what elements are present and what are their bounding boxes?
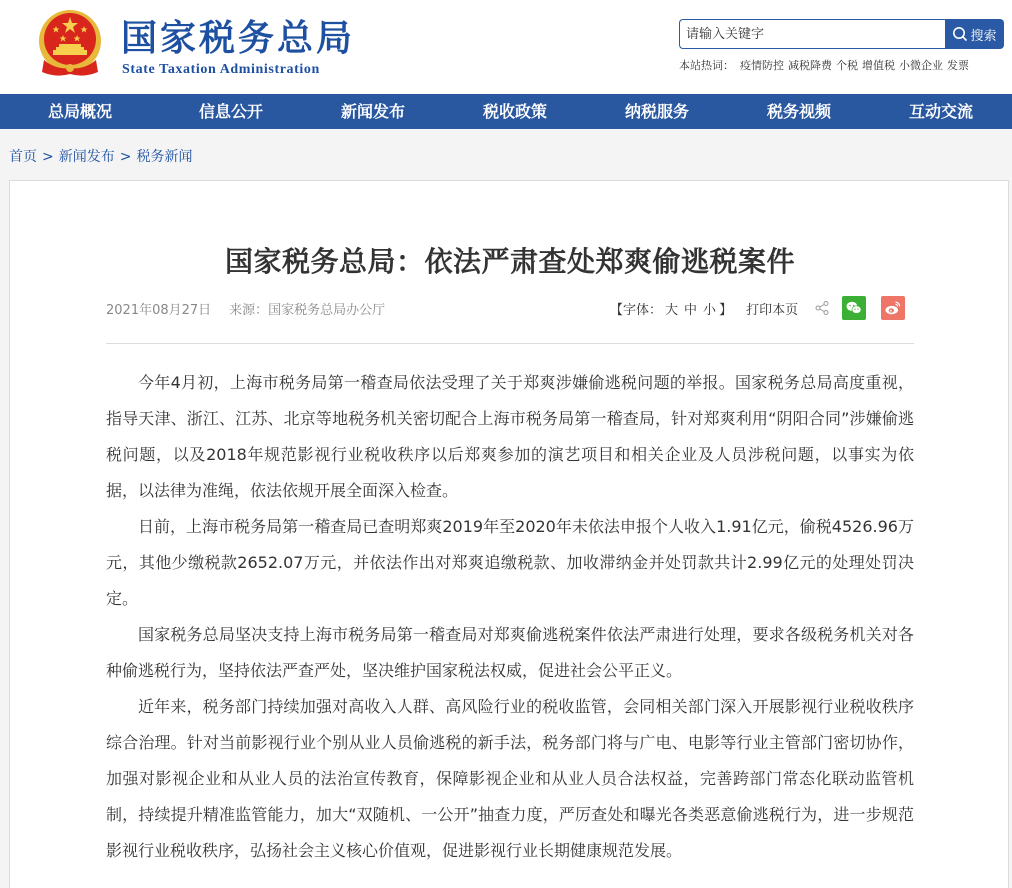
font-size-medium[interactable]: 中	[684, 302, 698, 318]
article-panel	[9, 180, 1009, 888]
main-nav	[0, 94, 1012, 129]
article-date: 2021年08月27日	[106, 303, 212, 318]
search-button-label: 搜索	[970, 27, 997, 43]
article-meta	[106, 299, 385, 318]
site-header	[0, 0, 1012, 94]
article-paragraph: 日前，上海市税务局第一稽查局已查明郑爽2019年至2020年未依法申报个人收入1.91亿元，偷税4526.96万元，其他少缴税款2652.07万元，并依法作出对郑爽追缴税款、加收滞纳金并处罚款共计2.99亿元的处理处罚决定。	[106, 517, 914, 608]
article-source: 来源：国家税务总局办公厅	[229, 303, 386, 318]
hot-word-link[interactable]: 增值税	[862, 59, 895, 72]
breadcrumb-tax-news[interactable]: 税务新闻	[136, 149, 193, 165]
nav-item-tax-video[interactable]: 税务视频	[766, 102, 831, 121]
hot-word-link[interactable]: 个税	[836, 59, 858, 72]
hot-words-label: 本站热词：	[679, 59, 734, 72]
breadcrumb-separator: >	[119, 149, 132, 165]
hot-word-link[interactable]: 小微企业	[899, 59, 943, 72]
font-size-large[interactable]: 大	[665, 302, 679, 318]
site-logo-chinese[interactable]: 国家税务总局	[121, 18, 356, 59]
wechat-share-button[interactable]	[842, 296, 866, 320]
weibo-share-button[interactable]	[881, 296, 905, 320]
nav-item-information[interactable]: 信息公开	[198, 102, 263, 121]
nav-item-overview[interactable]: 总局概况	[47, 102, 112, 121]
hot-word-link[interactable]: 发票	[947, 59, 969, 72]
nav-item-interaction[interactable]: 互动交流	[908, 102, 973, 121]
breadcrumb-news[interactable]: 新闻发布	[58, 149, 115, 165]
article-body	[106, 365, 914, 869]
hot-words	[679, 57, 973, 73]
weibo-icon	[883, 298, 903, 318]
article-tools	[610, 294, 905, 322]
meta-divider	[106, 343, 914, 344]
font-size-label-close: 】	[719, 302, 733, 318]
search-icon	[952, 26, 968, 42]
nav-item-taxpayer-service[interactable]: 纳税服务	[624, 102, 689, 121]
article-paragraph: 今年4月初，上海市税务局第一稽查局依法受理了关于郑爽涉嫌偷逃税问题的举报。国家税务总局高度重视，指导天津、浙江、江苏、北京等地税务机关密切配合上海市税务局第一稽查局，针对郑爽利用“阴阳合同”涉嫌偷逃税问题，以及2018年规范影视行业税收秩序以后郑爽参加的演艺项目和相关企业及人员涉税问题，以事实为依据，以法律为准绳，依法依规开展全面深入检查。	[106, 373, 914, 500]
print-page-link[interactable]: 打印本页	[746, 302, 799, 318]
breadcrumb-separator: >	[42, 149, 54, 165]
hot-word-link[interactable]: 疫情防控	[740, 59, 784, 72]
national-emblem-icon[interactable]	[36, 8, 104, 80]
article-paragraph: 国家税务总局坚决支持上海市税务局第一稽查局对郑爽偷逃税案件依法严肃进行处理，要求各级税务机关对各种偷逃税行为，坚持依法严查严处，坚决维护国家税法权威，促进社会公平正义。	[106, 625, 914, 680]
search-input[interactable]	[679, 19, 947, 49]
search-button[interactable]	[945, 19, 1004, 49]
search-box	[679, 19, 1004, 49]
article-title: 国家税务总局：依法严肃查处郑爽偷逃税案件	[224, 245, 795, 278]
wechat-icon	[844, 298, 864, 318]
font-size-label: 【字体：	[610, 302, 663, 318]
nav-item-news[interactable]: 新闻发布	[340, 102, 405, 121]
hot-word-link[interactable]: 减税降费	[788, 59, 832, 72]
breadcrumb	[9, 146, 192, 166]
breadcrumb-home[interactable]: 首页	[9, 149, 37, 165]
nav-item-tax-policy[interactable]: 税收政策	[482, 102, 547, 121]
font-size-small[interactable]: 小	[703, 302, 717, 318]
article-paragraph: 近年来，税务部门持续加强对高收入人群、高风险行业的税收监管，会同相关部门深入开展影视行业税收秩序综合治理。针对当前影视行业个别从业人员偷逃税的新手法，税务部门将与广电、电影等行业主管部门密切协作，加强对影视企业和从业人员的法治宣传教育，保障影视企业和从业人员合法权益，完善跨部门常态化联动监管机制，持续提升精准监管能力，加大“双随机、一公开”抽查力度，严厉查处和曝光各类恶意偷逃税行为，进一步规范影视行业税收秩序，弘扬社会主义核心价值观，促进影视行业长期健康规范发展。	[106, 697, 914, 860]
share-icon[interactable]	[814, 300, 830, 316]
site-logo-english[interactable]: State Taxation Administration	[122, 62, 320, 77]
